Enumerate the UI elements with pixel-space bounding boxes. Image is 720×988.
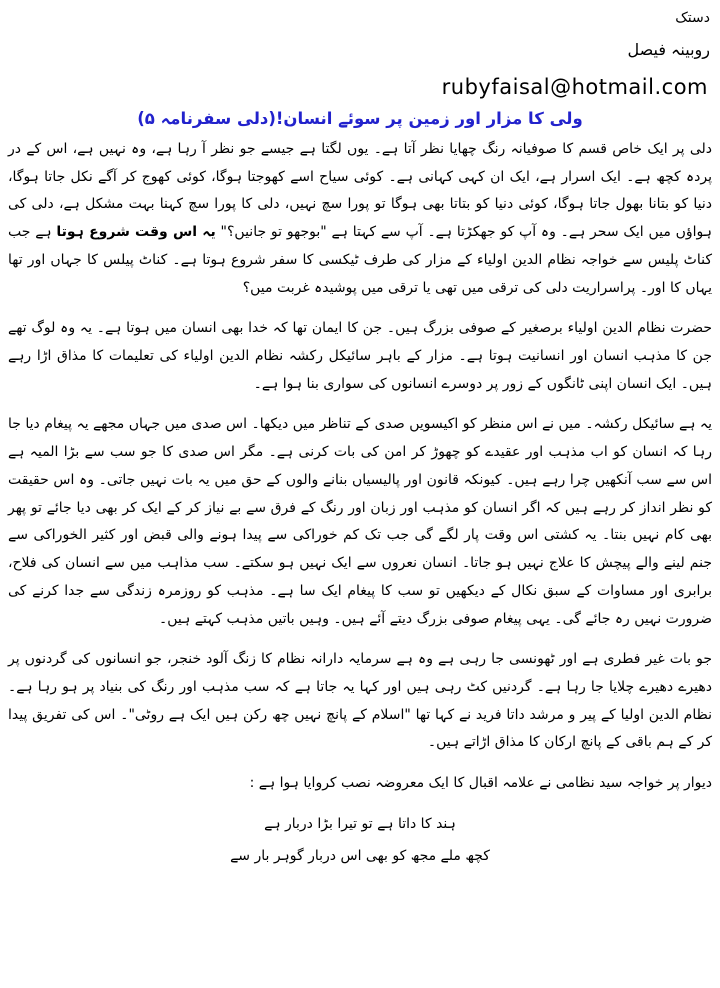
verse-block — [8, 808, 712, 872]
author-name: روبینہ فیصل — [627, 40, 710, 59]
article-body — [8, 136, 712, 872]
article-header — [8, 6, 712, 99]
masthead-title: دستک — [675, 10, 710, 26]
paragraph-1-bold-phrase: یہ اس وقت شروع ہوتا — [56, 224, 216, 241]
article-title: ولی کا مزار اور زمین پر سوئے انسان!(دلی سفرنامہ ۵) — [137, 109, 583, 128]
paragraph-3: یہ ہے سائیکل رکشہ۔ میں نے اس منظر کو اکیسویں صدی کے تناظر میں دیکھا۔ اس صدی میں جہاں مجھے یہ پیغام دیا جا رہا کہ انسان کو اب مذہب اور عقیدے کو چھوڑ کر امن کی بات کرنی ہے۔ مگر اس صدی کا جو سب سے بڑا المیہ ہے اس سے سب آنکھیں چرا رہے ہیں۔ کیونکہ قانون اور پالیسیاں بنانے والوں کے حق میں یہ بات نہیں جاتی۔ وہ اس حقیقت کو نظر انداز کر رہے ہیں کہ اگر انسان کو مذہب اور زبان اور رنگ کے فرق سے بے نیاز کر کے ایک کر بھی دیا جائے تو پھر بھی کام نہیں بنتا۔ یہ کشتی اس وقت پار لگے گی جب تک کم خوراکی سے پیدا ہونے والی قبض اور کثیر الخوراکی سے جنم لینے والے پیچش کا علاج نہیں ہو جاتا۔ انسان نعروں سے ایک نہیں ہو سکتے۔ سب مذاہب میں سے انسان کی فلاح، برابری اور مساوات کے سبق نکال کے دیکھیں تو سب کا پیغام ایک سا ہے۔ مذہب کو روزمرہ زندگی سے جدا کرنے کی ضرورت نہیں رہ جائے گی۔ یہی پیغام صوفی بزرگ دیتے آئے ہیں۔ وہیں باتیں مذہب کہتے ہیں۔ — [8, 416, 712, 627]
author-email: rubyfaisal@hotmail.com — [441, 75, 708, 99]
paragraph-2: حضرت نظام الدین اولیاء برصغیر کے صوفی بزرگ ہیں۔ جن کا ایمان تھا کہ خدا بھی انسان میں ہوتا ہے۔ یہ وہ لوگ تھے جن کا مذہب انسان اور انسانیت ہوتا ہے۔ مزار کے باہر سائیکل رکشہ نظام الدین اولیاء کی تعلیمات کا مذاق اڑا رہے ہیں۔ ایک انسان اپنی ٹانگوں کے زور پر دوسرے انسانوں کی سواری بنا ہوا ہے۔ — [8, 320, 712, 392]
paragraph-1-text-a: دلی پر ایک خاص قسم کا صوفیانہ رنگ چھایا نظر آتا ہے۔ یوں لگتا ہے جیسے جو نظر آ رہا ہے، وہ نہیں ہے، اس کے در پردہ کچھ ہے۔ ایک اسرار ہے، ایک ان کہی کہانی ہے۔ کوئی سیاح اسے کھوجتا ہوگا، کوئی کھوج کر آگے نکل جاتا ہوگا، دنیا کو بتانا بھول جاتا ہوگا، کوئی دنیا کو بتاتا بھی ہوگا تو پورا سچ نہیں، دلی کا پورا سچ کہنا بہت مشکل ہے، دلی کی ہواؤں میں ایک سحر ہے۔ وہ آپ کو جھکڑتا ہے۔ آپ سے کہتا ہے "بوجھو تو جانیں؟" — [8, 141, 712, 241]
paragraph-4: جو بات غیر فطری ہے اور ٹھونسی جا رہی ہے وہ ہے سرمایہ دارانہ نظام کا زنگ آلود خنجر، جو انسانوں کی گردنوں پر دھیرے دھیرے چلایا جا رہا ہے۔ گردنیں کٹ رہی ہیں اور کہا یہ جاتا ہے کہ سب مذہب اور رنگ کی بنیاد پر ہو رہا ہے۔ نظام الدین اولیا کے پیر و مرشد داتا فرید نے کہا تھا "اسلام کے پانچ نہیں چھ رکن ہیں ایک ہے روٹی"۔ اس کی تفریق پیدا کر کے ہم باقی کے پانچ ارکان کا مذاق اڑاتے ہیں۔ — [8, 651, 712, 751]
verse-intro: دیوار پر خواجہ سید نظامی نے علامہ اقبال کا ایک معروضہ نصب کروایا ہوا ہے : — [249, 775, 712, 792]
verse-line-2: کچھ ملے مجھ کو بھی اس دربار گوہر بار سے — [230, 848, 490, 864]
verse-line-1: ہند کا داتا ہے تو تیرا بڑا دربار ہے — [264, 815, 456, 832]
paragraph-1 — [8, 136, 712, 302]
paragraph-1-text-b: ہے جب کناٹ پلیس سے خواجہ نظام الدین اولیاء کے مزار کی طرف ٹیکسی کا سفر شروع ہوتا ہے۔ کناٹ پیلس کا جہاں اور تھا یہاں کا اور۔ پراسراریت دلی کی ترقی میں تھی یا ترقی میں پوشیدہ غربت میں؟ — [8, 224, 712, 296]
